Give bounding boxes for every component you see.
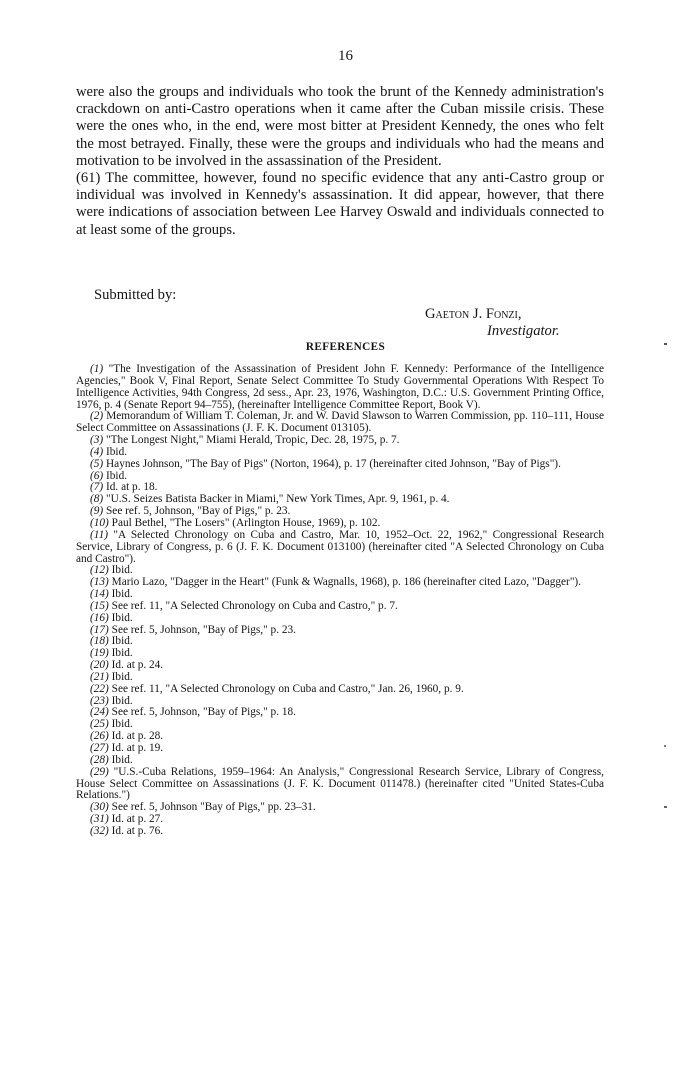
investigator-name: Gaeton J. Fonzi,	[425, 306, 522, 322]
reference-text: Id. at p. 19.	[111, 742, 164, 754]
reference-item	[76, 660, 604, 672]
reference-text: Id. at p. 28.	[111, 730, 164, 743]
reference-number: (25)	[90, 718, 109, 731]
reference-item	[76, 743, 604, 755]
reference-number: (6)	[90, 469, 104, 482]
page-number: 16	[338, 48, 353, 64]
reference-number: (14)	[90, 588, 109, 601]
reference-number: (3)	[90, 434, 104, 447]
reference-text: Memorandum of William T. Coleman, Jr. and W. David Slawson to Warren Commission, pp. 110–111, House Select Committee on Assassinations (J. F. K. Document 013105).	[76, 410, 604, 435]
reference-text: "A Selected Chronology on Cuba and Castro, Mar. 10, 1952–Oct. 22, 1962," Congressional Research Service, Library of Congress, p. 6 (J. F. K. Document 013100) (hereinafter cited "A Selected Chronology on Cuba and Castro").	[76, 528, 604, 565]
reference-number: (30)	[90, 801, 109, 814]
reference-item	[76, 707, 604, 719]
reference-item	[76, 577, 604, 589]
reference-number: (24)	[90, 706, 109, 719]
paragraph-continued: were also the groups and individuals who took the brunt of the Kennedy administration's crackdown on anti-Castro operations when it came after the Cuban missile crisis. These were the ones who, in the end, were most bitter at President Kennedy, the ones who felt the most betrayed. Finally, these were the groups and individuals who had the means and motivation to be involved in the assassination of the President.	[76, 84, 604, 169]
reference-item	[76, 530, 604, 566]
reference-number: (2)	[90, 410, 104, 423]
reference-text: Ibid.	[111, 694, 133, 707]
reference-text: Ibid.	[106, 445, 128, 458]
reference-number: (11)	[90, 528, 108, 541]
reference-text: See ref. 5, Johnson, "Bay of Pigs," p. 23.	[106, 505, 291, 518]
reference-text: "The Longest Night," Miami Herald, Tropic, Dec. 28, 1975, p. 7.	[106, 434, 400, 447]
reference-item	[76, 636, 604, 648]
reference-number: (18)	[90, 635, 109, 648]
reference-number: (27)	[90, 742, 109, 754]
reference-text: Mario Lazo, "Dagger in the Heart" (Funk & Wagnalls, 1968), p. 186 (hereinafter cited Lazo, "Dagger").	[111, 576, 582, 589]
reference-text: See ref. 5, Johnson, "Bay of Pigs," p. 23.	[111, 623, 296, 636]
reference-text: Ibid.	[111, 564, 133, 577]
reference-number: (12)	[90, 564, 109, 577]
reference-number: (15)	[90, 599, 109, 612]
reference-number: (10)	[90, 516, 109, 529]
paragraph-61: (61) The committee, however, found no specific evidence that any anti-Castro group or individual was involved in Kennedy's assassination. It did appear, however, that there were indications of association between Lee Harvey Oswald and individuals connected to at least some of the groups.	[76, 170, 604, 238]
signature-block	[425, 306, 605, 340]
reference-number: (8)	[90, 493, 104, 506]
submitted-by-label: Submitted by:	[94, 287, 177, 303]
reference-text: Ibid.	[111, 753, 133, 766]
reference-text: Ibid.	[106, 469, 128, 482]
reference-item	[76, 435, 604, 447]
reference-number: (5)	[90, 457, 104, 470]
reference-item	[76, 459, 604, 471]
reference-text: Ibid.	[111, 635, 133, 648]
reference-number: (23)	[90, 694, 109, 707]
reference-text: Id. at p. 76.	[111, 824, 164, 837]
reference-text: Id. at p. 18.	[106, 481, 158, 494]
reference-number: (19)	[90, 647, 109, 660]
body-text	[76, 84, 604, 239]
reference-item	[76, 364, 604, 411]
reference-text: "The Investigation of the Assassination of President John F. Kennedy: Performance of the Intelligence Agencies," Book V, Final Report, Senate Select Committee To Study Governmental Operations With Respect To Intelligence Activities, 94th Congress, 2d sess., Apr. 23, 1976, Washington, D.C.: U.S. Government Printing Office, 1976, p. 4 (Senate Report 94–755), (hereinafter Intelligence Committee Report, Book V).	[76, 363, 605, 411]
reference-text: Ibid.	[111, 611, 133, 624]
reference-text: Haynes Johnson, "The Bay of Pigs" (Norton, 1964), p. 17 (hereinafter cited Johnson, "Bay of Pigs").	[106, 457, 561, 470]
reference-text: Ibid.	[111, 718, 133, 731]
references-list	[76, 364, 604, 838]
reference-number: (28)	[90, 753, 109, 766]
reference-number: (21)	[90, 670, 109, 683]
reference-text: "U.S.-Cuba Relations, 1959–1964: An Analysis," Congressional Research Service, Library of Congress, House Select Committee on Assassinations (J. F. K. Document 011478.) (hereinafter cited "United States-Cuba Relations.")	[76, 765, 605, 802]
reference-text: Ibid.	[111, 647, 133, 660]
reference-item	[76, 767, 604, 803]
reference-item	[76, 684, 604, 696]
reference-text: See ref. 5, Johnson, "Bay of Pigs," p. 18.	[111, 706, 296, 719]
reference-number: (22)	[90, 682, 109, 695]
reference-number: (7)	[90, 481, 104, 494]
reference-number: (4)	[90, 445, 104, 458]
investigator-title: Investigator.	[487, 323, 560, 339]
reference-number: (31)	[90, 813, 109, 826]
reference-text: Ibid.	[111, 588, 133, 601]
reference-item	[76, 826, 604, 838]
reference-number: (9)	[90, 505, 104, 518]
reference-number: (17)	[90, 623, 109, 636]
reference-text: Id. at p. 27.	[111, 813, 164, 826]
reference-item	[76, 411, 604, 435]
reference-text: See ref. 5, Johnson "Bay of Pigs," pp. 23–31.	[111, 801, 316, 814]
reference-text: Id. at p. 24.	[111, 659, 164, 672]
reference-number: (13)	[90, 576, 109, 589]
reference-text: See ref. 11, "A Selected Chronology on Cuba and Castro," p. 7.	[111, 599, 398, 612]
reference-number: (20)	[90, 659, 109, 672]
references-heading: REFERENCES	[305, 341, 386, 353]
reference-number: (32)	[90, 824, 109, 837]
reference-item	[76, 625, 604, 637]
reference-text: Paul Bethel, "The Losers" (Arlington House, 1969), p. 102.	[111, 516, 381, 529]
reference-text: "U.S. Seizes Batista Backer in Miami," New York Times, Apr. 9, 1961, p. 4.	[106, 493, 450, 506]
reference-text: See ref. 11, "A Selected Chronology on Cuba and Castro," Jan. 26, 1960, p. 9.	[111, 682, 464, 695]
reference-item	[76, 601, 604, 613]
reference-number: (29)	[90, 765, 109, 778]
reference-number: (16)	[90, 611, 109, 624]
reference-text: Ibid.	[111, 670, 133, 683]
reference-number: (1)	[90, 363, 104, 375]
reference-number: (26)	[90, 730, 109, 743]
